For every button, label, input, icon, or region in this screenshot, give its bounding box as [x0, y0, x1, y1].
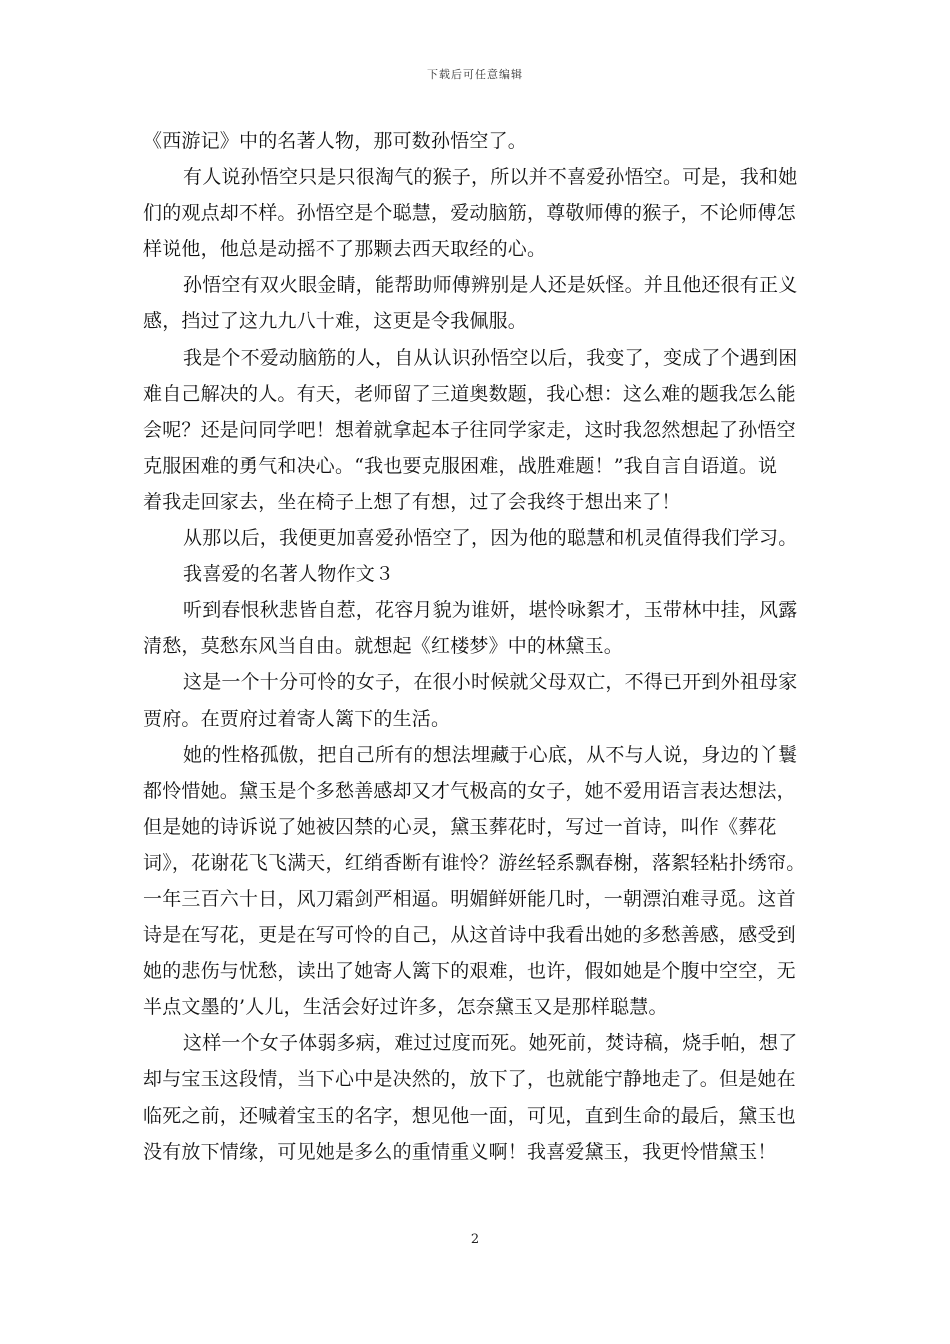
text-line: 她的悲伤与忧愁，读出了她寄人篱下的艰难，也许，假如她是个腹中空空，无 — [143, 960, 796, 983]
text-line: 但是她的诗诉说了她被囚禁的心灵，黛玉葬花时，写过一首诗，叫作《葬花 — [143, 815, 777, 838]
text-line: 从那以后，我便更加喜爱孙悟空了，因为他的聪慧和机灵值得我们学习。 — [183, 527, 798, 550]
text-line: 感，挡过了这九九八十难，这更是令我佩服。 — [143, 310, 528, 333]
text-line: 我是个不爱动脑筋的人，自从认识孙悟空以后，我变了，变成了个遇到困 — [183, 346, 798, 369]
text-line: 她的性格孤傲，把自己所有的想法埋藏于心底，从不与人说，身边的丫鬟 — [183, 743, 798, 766]
text-line: 临死之前，还喊着宝玉的名字，想见他一面，可见，直到生命的最后，黛玉也 — [143, 1104, 796, 1127]
text-line: 们的观点却不样。孙悟空是个聪慧，爱动脑筋，尊敬师傅的猴子，不论师傅怎 — [143, 202, 796, 225]
text-line: 清愁，莫愁东风当自由。就想起《红楼梦》中的林黛玉。 — [143, 635, 624, 658]
text-line: 词》，花谢花飞飞满天，红绡香断有谁怜？游丝轻系飘春榭，落絮轻粘扑绣帘。 — [143, 851, 806, 874]
text-line: 难自己解决的人。有天，老师留了三道奥数题，我心想：这么难的题我怎么能 — [143, 382, 796, 405]
text-line: 会呢？还是问同学吧！想着就拿起本子往同学家走，这时我忽然想起了孙悟空 — [143, 418, 796, 441]
text-line: 着我走回家去，坐在椅子上想了有想，过了会我终于想出来了！ — [143, 490, 681, 513]
text-line: 却与宝玉这段情，当下心中是决然的，放下了，也就能宁静地走了。但是她在 — [143, 1068, 796, 1091]
section-heading: 我喜爱的名著人物作文３ — [183, 563, 395, 586]
text-line: 听到春恨秋悲皆自惹，花容月貌为谁妍，堪怜咏絮才，玉带林中挂，风露 — [183, 599, 798, 622]
document-body — [143, 123, 807, 1170]
text-line: 孙悟空有双火眼金睛，能帮助师傅辨别是人还是妖怪。并且他还很有正义 — [183, 274, 798, 297]
text-line: 有人说孙悟空只是只很淘气的猴子，所以并不喜爱孙悟空。可是，我和她 — [183, 166, 798, 189]
text-line: 克服困难的勇气和决心。“我也要克服困难，战胜难题！”我自言自语道。说 — [143, 454, 778, 477]
text-line: 诗是在写花，更是在写可怜的自己，从这首诗中我看出她的多愁善感，感受到 — [143, 924, 796, 947]
text-line: 一年三百六十日，风刀霜剑严相逼。明媚鲜妍能几时，一朝漂泊难寻觅。这首 — [143, 887, 796, 910]
page-header: 下载后可任意编辑 — [427, 68, 523, 81]
text-line: 没有放下情缘，可见她是多么的重情重义啊！我喜爱黛玉，我更怜惜黛玉！ — [143, 1140, 777, 1163]
text-line: 样说他，他总是动摇不了那颗去西天取经的心。 — [143, 238, 547, 261]
text-line: 这是一个十分可怜的女子，在很小时候就父母双亡，不得已开到外祖母家 — [183, 671, 798, 694]
text-line: 《西游记》中的名著人物，那可数孙悟空了。 — [143, 130, 528, 152]
page-number: 2 — [470, 1232, 480, 1247]
text-line: 这样一个女子体弱多病，难过过度而死。她死前，焚诗稿，烧手帕，想了 — [183, 1032, 798, 1055]
text-line: 半点文墨的’人儿，生活会好过许多，怎奈黛玉又是那样聪慧。 — [143, 996, 668, 1019]
text-line: 贾府。在贾府过着寄人篱下的生活。 — [143, 707, 451, 730]
text-line: 都怜惜她。黛玉是个多愁善感却又才气极高的女子，她不爱用语言表达想法， — [143, 779, 796, 802]
